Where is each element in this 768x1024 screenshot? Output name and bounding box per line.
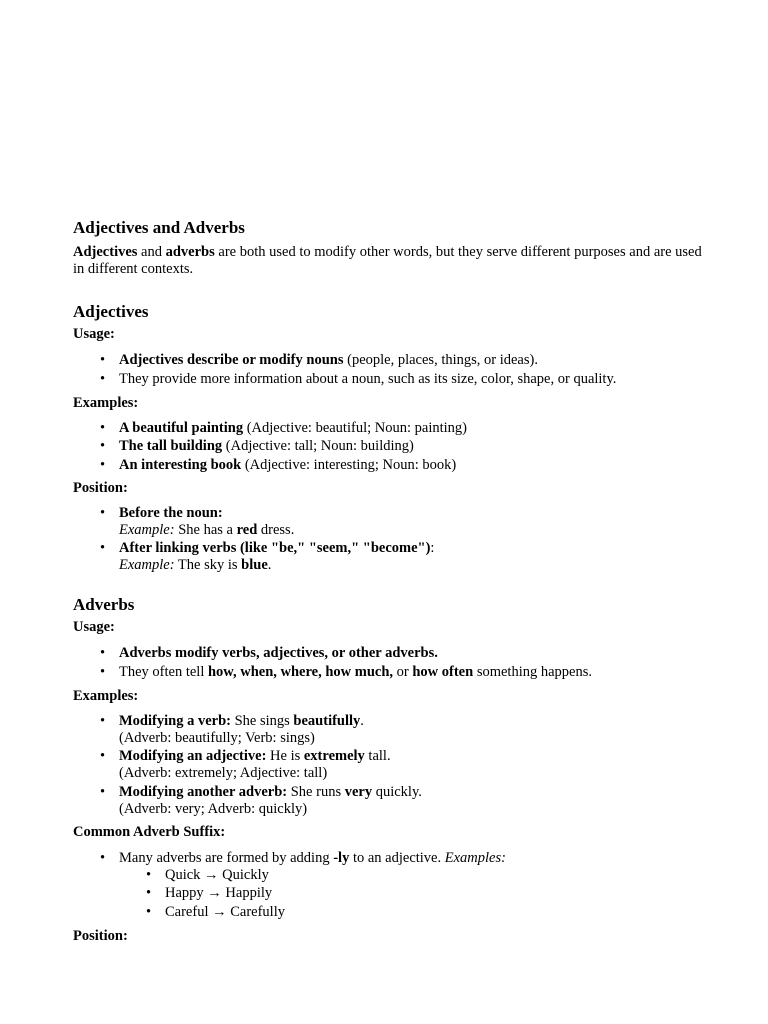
item-text: She runs (287, 783, 345, 800)
item-text: tall. (364, 748, 391, 764)
item-text: Happy → Happily (165, 885, 273, 901)
bullet: • (100, 370, 106, 387)
adverbs-usage-label: Usage: (73, 619, 115, 635)
item-bold-text: blue (241, 557, 268, 573)
list-item (73, 457, 703, 474)
item-text: . (360, 712, 364, 729)
item-bold-text: beautifully (293, 712, 361, 729)
list-item (119, 904, 703, 921)
item-text: (Adjective: tall; Noun: building) (222, 438, 414, 454)
bullet: • (146, 903, 152, 920)
bullet: • (100, 540, 106, 556)
bullet: • (100, 849, 106, 866)
intro-text: are both used to modify other words, but they serve different purposes and are used in different contexts. (73, 244, 702, 277)
item-text: something happens. (473, 663, 592, 680)
item-bold-text: An interesting book (119, 456, 242, 473)
item-bold-text: how often (412, 663, 474, 680)
item-bold-text: Adverbs modify verbs, adjectives, or other adverbs. (119, 645, 438, 661)
item-text: (Adjective: interesting; Noun: book) (241, 456, 457, 473)
adjectives-position-label: Position: (73, 479, 128, 496)
list-item (73, 420, 703, 437)
bullet: • (100, 352, 106, 368)
item-text: to an adjective. (349, 849, 445, 866)
list-item (73, 540, 703, 574)
item-text: Many adverbs are formed by adding (119, 849, 334, 866)
adverbs-examples-label: Examples: (73, 687, 139, 704)
item-text: dress. (257, 521, 295, 538)
list-item (73, 505, 703, 539)
bullet: • (100, 712, 106, 729)
item-bold-text: -ly (333, 849, 350, 866)
suffix-examples-list (119, 867, 703, 921)
item-text: . (267, 557, 272, 573)
item-bold-text: After linking verbs (like "be," "seem," "become") (119, 540, 431, 556)
item-text: The sky is (174, 557, 242, 573)
item-bold-text: how, when, where, how much, (207, 663, 394, 680)
item-text: (Adjective: beautiful; Noun: painting) (243, 419, 467, 436)
example-label: Example: (119, 521, 175, 538)
adjectives-examples-label: Examples: (73, 394, 139, 411)
item-text: Careful → Carefully (165, 903, 285, 920)
adverbs-suffix-list (73, 850, 703, 921)
item-text: Quick → Quickly (165, 866, 269, 883)
adjectives-examples-list (73, 420, 703, 474)
document-page (73, 217, 703, 945)
item-text: They often tell (119, 663, 208, 680)
list-item (119, 885, 703, 902)
intro-paragraph (73, 244, 703, 278)
item-text: She has a (174, 521, 237, 538)
item-bold-text: Before the noun: (119, 504, 223, 521)
list-item (119, 867, 703, 884)
bullet: • (146, 885, 152, 901)
item-bold-text: Modifying another adverb: (119, 783, 288, 800)
item-note: (Adverb: extremely; Adjective: tall) (119, 765, 328, 781)
item-bold-text: Modifying a verb: (119, 712, 231, 729)
list-item (73, 850, 703, 921)
list-item (73, 438, 703, 455)
item-bold-text: Modifying an adjective: (119, 748, 267, 764)
example-label: Example: (119, 557, 175, 573)
item-text: She sings (230, 712, 294, 729)
bullet: • (100, 438, 106, 454)
list-item (73, 664, 703, 681)
adverbs-suffix-label: Common Adverb Suffix: (73, 823, 226, 840)
list-item (73, 645, 703, 662)
example-label: Examples: (444, 849, 506, 866)
adjectives-position-list (73, 505, 703, 575)
adjectives-usage-label: Usage: (73, 326, 115, 342)
list-item (73, 352, 703, 369)
item-bold-text: extremely (303, 748, 365, 764)
intro-term-adjectives: Adjectives (73, 244, 138, 260)
item-bold-text: very (344, 783, 373, 800)
item-bold-text: Adjectives describe or modify nouns (119, 352, 344, 368)
item-text: They provide more information about a noun, such as its size, color, shape, or quality. (119, 370, 617, 387)
item-bold-text: The tall building (119, 438, 223, 454)
bullet: • (100, 456, 106, 473)
intro-term-adverbs: adverbs (165, 244, 215, 260)
intro-text: and (137, 244, 166, 260)
bullet: • (100, 504, 106, 521)
list-item (73, 748, 703, 782)
item-note: (Adverb: beautifully; Verb: sings) (119, 729, 315, 746)
item-text: or (393, 663, 413, 680)
bullet: • (146, 866, 152, 883)
bullet: • (100, 783, 106, 800)
adverbs-position-label: Position: (73, 927, 128, 944)
adverbs-usage-list (73, 645, 703, 681)
bullet: • (100, 645, 106, 661)
list-item (73, 784, 703, 818)
bullet: • (100, 663, 106, 680)
adjectives-usage-list (73, 352, 703, 388)
item-bold-text: A beautiful painting (119, 419, 244, 436)
item-text: (people, places, things, or ideas). (343, 352, 538, 368)
list-item (73, 371, 703, 388)
list-item (73, 713, 703, 747)
adverbs-examples-list (73, 713, 703, 818)
item-note: (Adverb: very; Adverb: quickly) (119, 800, 308, 817)
item-text: quickly. (372, 783, 422, 800)
section-heading-adjectives: Adjectives (73, 302, 149, 321)
page-title: Adjectives and Adverbs (73, 218, 245, 237)
bullet: • (100, 748, 106, 764)
item-text: He is (266, 748, 304, 764)
bullet: • (100, 419, 106, 436)
section-heading-adverbs: Adverbs (73, 595, 135, 614)
item-bold-text: red (236, 521, 258, 538)
item-text: : (430, 540, 435, 556)
